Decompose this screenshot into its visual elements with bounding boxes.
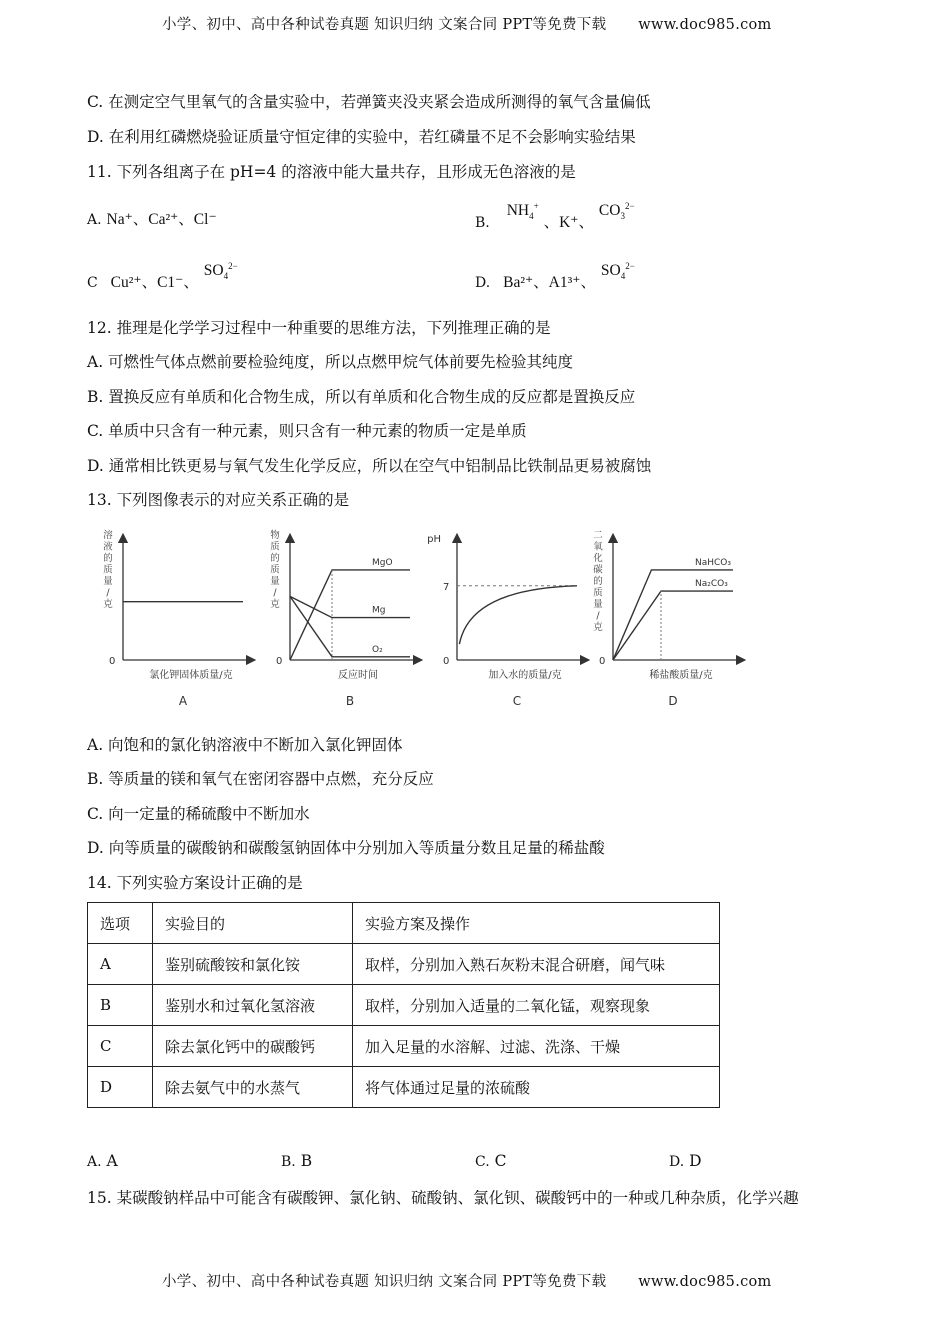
q11-b-ion2: $CO_3^{2-}$ [598,200,635,222]
q11-d-text: Ba²⁺、A1³⁺、 [503,274,596,291]
q13-option-b: B. 等质量的镁和氧气在密闭容器中点燃，充分反应 [87,770,434,788]
table-header-cell: 实验方案及操作 [353,903,720,944]
q11-option-a [87,207,217,229]
x-axis-label: 氯化钾固体质量/克 [149,670,233,681]
q11-d-label: D. [475,275,491,291]
table-header-cell: 选项 [88,903,153,944]
reference-label: 7 [443,581,450,593]
graph-caption: D [668,694,678,708]
footer-text: 小学、初中、高中各种试卷真题 知识归纳 文案合同 PPT等免费下载 [162,1274,607,1290]
origin-label: 0 [276,656,283,667]
table-cell: A [88,944,153,985]
table-cell: D [88,1067,153,1108]
series-label: Na₂CO₃ [695,579,728,590]
series-line [459,586,577,644]
q14-option-c: C. C [475,1152,507,1170]
table-cell: 鉴别硫酸铵和氯化铵 [153,944,353,985]
table-cell: 除去氨气中的水蒸气 [153,1067,353,1108]
q11-c-label: C [87,275,98,291]
series-label: Mg [372,605,386,616]
header-text: 小学、初中、高中各种试卷真题 知识归纳 文案合同 PPT等免费下载 [162,17,607,33]
q10-option-d: D. 在利用红磷燃烧验证质量守恒定律的实验中，若红磷量不足不会影响实验结果 [87,128,636,146]
q12-stem: 12. 推理是化学学习过程中一种重要的思维方法，下列推理正确的是 [87,319,551,337]
x-axis-label: 反应时间 [338,670,378,681]
origin-label: 0 [599,656,606,667]
table-header-row [88,903,720,944]
q12-option-b: B. 置换反应有单质和化合物生成，所以有单质和化合物生成的反应都是置换反应 [87,388,636,406]
footer-url[interactable]: www.doc985.com [638,1274,772,1290]
table-cell: 除去氯化钙中的碳酸钙 [153,1026,353,1067]
table-cell: 鉴别水和过氧化氢溶液 [153,985,353,1026]
q11-b-label: B. [475,215,490,231]
q12-option-a: A. 可燃性气体点燃前要检验纯度，所以点燃甲烷气体前要先检验其纯度 [87,353,574,371]
q11-option-c [87,258,238,291]
q12-option-d: D. 通常相比铁更易与氧气发生化学反应，所以在空气中铝制品比铁制品更易被腐蚀 [87,457,652,475]
table-cell: C [88,1026,153,1067]
table-row [88,1026,720,1067]
x-axis-label: 加入水的质量/克 [488,670,562,681]
series-label: MgO [372,557,393,568]
q14-option-b: B. B [281,1152,313,1170]
series-line [613,591,733,660]
series-label: O₂ [372,644,383,655]
q11-b-ion1: $NH_4^+$ [506,200,539,222]
series-line [290,570,410,660]
table-row [88,944,720,985]
q10-option-c: C. 在测定空气里氧气的含量实验中，若弹簧夹没夹紧会造成所测得的氧气含量偏低 [87,93,651,111]
origin-label: 0 [443,656,450,667]
q11-d-ion: $SO_4^{2-}$ [600,260,635,282]
y-axis-label: 溶液的质量/克 [103,530,113,610]
q13-graphs [95,520,755,710]
graph-caption: C [512,694,522,708]
table-row [88,985,720,1026]
q11-c-text: Cu²⁺、C1⁻、 [110,274,199,291]
q11-c-ion: $SO_4^{2-}$ [203,260,238,282]
q11-b-mid: 、K⁺、 [543,214,594,231]
table-cell: 取样，分别加入熟石灰粉末混合研磨，闻气味 [353,944,720,985]
q13-option-d: D. 向等质量的碳酸钠和碳酸氢钠固体中分别加入等质量分数且足量的稀盐酸 [87,839,605,857]
y-axis-label: 二氧化碳的质量/克 [593,530,603,633]
q13-option-a: A. 向饱和的氯化钠溶液中不断加入氯化钾固体 [87,736,403,754]
table-cell: B [88,985,153,1026]
q11-a-label: A. [87,212,102,228]
q14-stem: 14. 下列实验方案设计正确的是 [87,874,303,892]
table-cell: 加入足量的水溶解、过滤、洗涤、干燥 [353,1026,720,1067]
page-footer [162,1270,772,1291]
table-row [88,1067,720,1108]
q12-option-c: C. 单质中只含有一种元素，则只含有一种元素的物质一定是单质 [87,422,527,440]
q11-a-text: Na⁺、Ca²⁺、Cl⁻ [106,211,217,228]
q14-option-a: A. A [87,1152,118,1170]
q13-stem: 13. 下列图像表示的对应关系正确的是 [87,491,350,509]
table-cell: 将气体通过足量的浓硫酸 [353,1067,720,1108]
header-url[interactable]: www.doc985.com [638,17,772,33]
y-axis-label: pH [427,534,441,545]
table-header-cell: 实验目的 [153,903,353,944]
origin-label: 0 [109,656,116,667]
graph-caption: B [345,694,355,708]
q11-option-b [475,198,635,231]
q11-option-d [475,258,635,291]
table-cell: 取样，分别加入适量的二氧化锰，观察现象 [353,985,720,1026]
x-axis-label: 稀盐酸质量/克 [649,670,713,681]
q14-table [87,902,720,1108]
y-axis-label: 物质的质量/克 [270,530,280,610]
series-label: NaHCO₃ [695,557,731,568]
q15-stem: 15. 某碳酸钠样品中可能含有碳酸钾、氯化钠、硫酸钠、氯化钡、碳酸钙中的一种或几种杂质，化学兴趣 [87,1189,799,1207]
series-line [290,596,410,617]
q11-stem: 11. 下列各组离子在 pH=4 的溶液中能大量共存，且形成无色溶液的是 [87,163,576,181]
page-header [162,13,772,34]
q14-option-d: D. D [669,1152,702,1170]
q13-option-c: C. 向一定量的稀硫酸中不断加水 [87,805,310,823]
graph-caption: A [178,694,188,708]
